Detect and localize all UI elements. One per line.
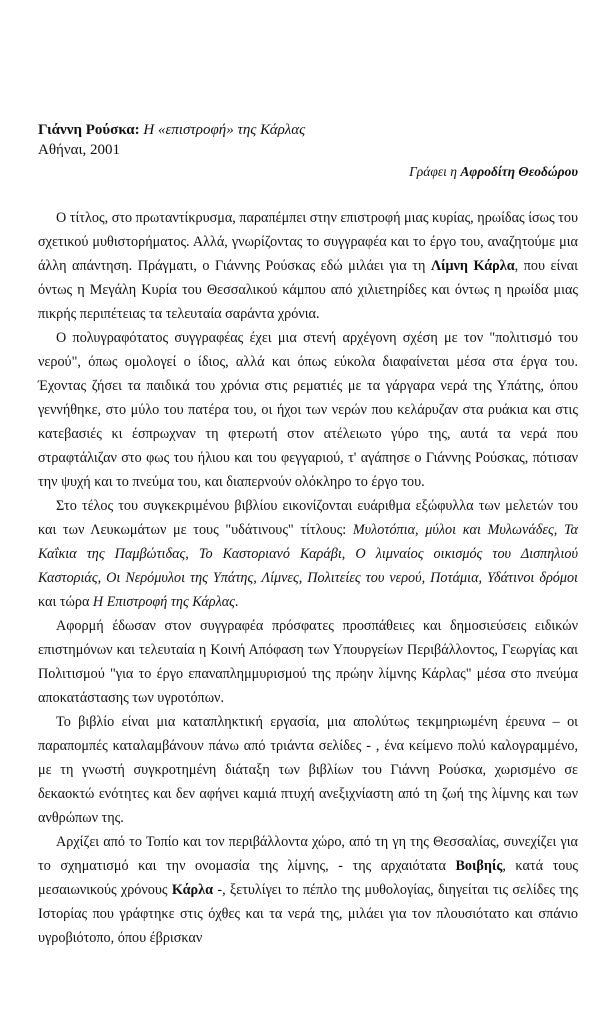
article-body xyxy=(38,206,578,950)
current-book-italic: Η Επιστροφή της Κάρλας xyxy=(92,594,235,610)
paragraph-3-text-e: . xyxy=(234,594,239,610)
reviewer-name: Αφροδίτη Θεοδώρου xyxy=(460,164,578,179)
paragraph-1-text-c: , που είναι όντως η Μεγάλη Κυρία του Θεσσαλικού κάμπου από χιλιετηρίδες και όντως η ηρωίδα μιας πικρής περιπέτειας τα τελευταία σαράντα χρόνια. xyxy=(38,258,578,322)
paragraph-3-text-a: Στο τέλος του συγκεκριμένου βιβλίου εικονίζονται ευάριθμα εξώφυλλα των μελετών του και των Λευκωμάτων με τους "υδάτινους" τίτλους: xyxy=(38,498,578,538)
paragraph-6-text-c: , κατά τους μεσαιωνικούς χρόνους xyxy=(38,858,579,898)
document-page xyxy=(38,120,578,950)
book-author: Γιάννη Ρούσκα: xyxy=(38,122,140,138)
paragraph-4: Αφορμή έδωσαν στον συγγραφέα πρόσφατες προσπάθειες και δημοσιεύσεις ειδικών επιστημόνων και τελευταία η Κοινή Απόφαση των Υπουργείων Περιβάλλοντος, Γεωργίας και Πολιτισμού "για το έργο επαναπλημμυρισμού της πρώην λίμνης Κάρλας" μέσα στο πνεύμα αποκατάστασης των υγροτόπων. xyxy=(38,618,578,706)
publication-place-year: Αθήναι, 2001 xyxy=(38,142,121,158)
book-title: Η «επιστροφή» της Κάρλας xyxy=(143,122,306,138)
reviewer-byline xyxy=(38,162,578,182)
paragraph-1 xyxy=(38,206,578,326)
book-list-italic: Μυλοτόπια, μύλοι και Μυλωνάδες, Τα Καΐκια της Παμβώτιδας, Το Καστοριανό Καράβι, Ο λιμναίος οικισμός του Δισπηλιού Καστοριάς, Οι Νερόμυλοι της Υπάτης, Λίμνες, Πολιτείες του νερού, Ποτάμια, Υδάτινοι δρόμοι xyxy=(38,522,578,586)
paragraph-5: Το βιβλίο είναι μια καταπληκτική εργασία, μια απολύτως τεκμηριωμένη έρευνα – οι παραπομπές καταλαμβάνουν πάνω από τριάντα σελίδες - , ένα κείμενο πολύ καλογραμμένο, με τη γνωστή συγκροτημένη διάταξη των βιβλίων του Γιάννη Ρούσκα, χωρισμένο σε δεκαοκτώ ενότητες και δεν αφήνει καμιά πτυχή ανεξιχνίαστη από τη ζωή της λίμνης και των ανθρώπων της. xyxy=(38,714,578,826)
paragraph-6-text-e: -, ξετυλίγει το πέπλο της μυθολογίας, διηγείται τις σελίδες της Ιστορίας που γράφτηκε στις όχθες και τα νερά της, μιλάει για τον πλουσιότατο και σπάνιο υγροβιότοπο, όπου έβρισκαν xyxy=(38,882,579,946)
voivi-bold: Βοιβηίς xyxy=(455,858,503,874)
lake-karla-bold: Λίμνη Κάρλα xyxy=(430,258,515,274)
paragraph-3 xyxy=(38,494,578,614)
reviewer-prefix: Γράφει η xyxy=(409,164,461,179)
paragraph-3-text-c: και τώρα xyxy=(38,594,93,610)
paragraph-6 xyxy=(38,830,578,950)
paragraph-2: Ο πολυγραφότατος συγγραφέας έχει μια στενή αρχέγονη σχέση με τον "πολιτισμό του νερού", όπως ομολογεί ο ίδιος, αλλά και όπως εύκολα διαφαίνεται μέσα στα έργα του. Έχοντας ζήσει τα παιδικά του χρόνια στις ρεματιές με τα γάργαρα νερά της Υπάτης, όπου γεννήθηκε, στο μύλο του πατέρα του, οι ήχοι των νερών που κελάρυζαν στα ρυάκια και στις κατεβασιές κι έσπρωχναν τη φτερωτή στον ατέλειωτο γύρο της, αυτά τα νερά που στραφτάλιζαν στο φως του ήλιου και του φεγγαριού, τ' αγάπησε ο Γιάννης Ρούσκας, πότισαν την ψυχή και το πνεύμα του, και διαπερνούν ολόκληρο το έργο του. xyxy=(38,330,578,490)
paragraph-1-text-a: Ο τίτλος, στο πρωταντίκρυσμα, παραπέμπει στην επιστροφή μιας κυρίας, ηρωίδας ίσως του σχετικού μυθιστορήματος. Αλλά, γνωρίζοντας το συγγραφέα και το έργο του, αναζητούμε μια άλλη απάντηση. Πράγματι, ο Γιάννης Ρούσκας εδώ μιλάει για τη xyxy=(38,210,579,274)
karla-bold: Κάρλα xyxy=(171,882,214,898)
paragraph-6-text-a: Αρχίζει από το Τοπίο και τον περιβάλλοντα χώρο, από τη γη της Θεσσαλίας, συνεχίζει για το σχηματισμό και την ονομασία της λίμνης, - της αρχαιότατα xyxy=(38,834,578,874)
book-citation xyxy=(38,120,578,140)
